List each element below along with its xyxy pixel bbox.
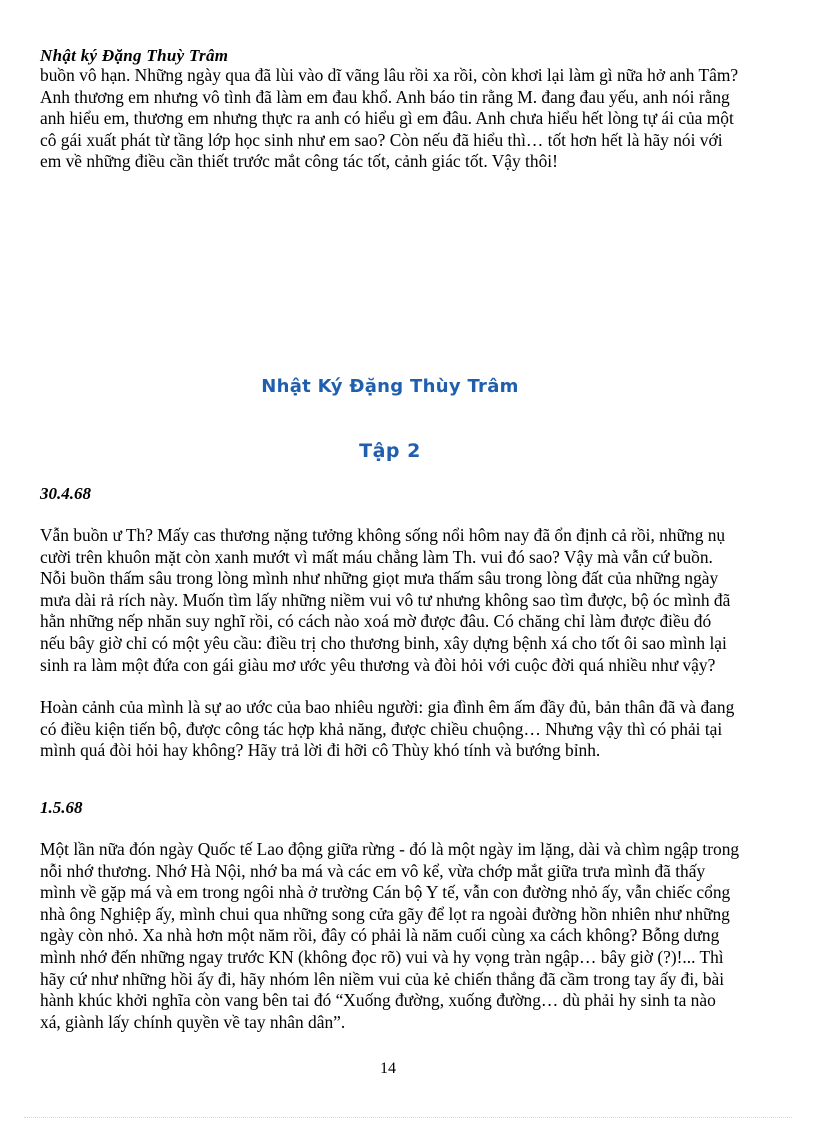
diary-entry: [40, 484, 740, 762]
intro-paragraph-block: [40, 65, 740, 173]
page-number: 14: [380, 1060, 396, 1077]
book-title: Nhật Ký Đặng Thùy Trâm: [261, 376, 519, 397]
entry-paragraph: Vẫn buồn ư Th? Mấy cas thương nặng tưởng không sống nổi hôm nay đã ổn định cả rồi, những nụ cười trên khuôn mặt còn xanh mướt vì mất máu chẳng làm Th. vui đó sao? Vậy mà vẫn cứ buồn. Nỗi buồn thấm sâu trong lòng mình như những giọt mưa thấm sâu trong lòng đất của những ngày mưa dài rả rích này. Muốn tìm lấy những niềm vui vô tư nhưng không sao tìm được, bộ óc mình đã hằn những nếp nhăn suy nghĩ rồi, có cách nào xoá mờ được đâu. Có chăng chỉ làm được điều đó nếu bây giờ chỉ có một yêu cầu: điều trị cho thương binh, xây dựng bệnh xá cho tốt ôi sao mình lại sinh ra làm một đứa con gái giàu mơ ước yêu thương và đòi hỏi với cuộc đời quá nhiều như vậy?: [40, 525, 731, 675]
entry-paragraph: Một lần nữa đón ngày Quốc tế Lao động giữa rừng - đó là một ngày im lặng, dài và chìm ngập trong nỗi nhớ thương. Nhớ Hà Nội, nhớ ba má và các em vô kể, vừa chớp mắt giữa trưa mình đã thấy mình về gặp má và em trong ngôi nhà ở trường Cán bộ Y tế, vẫn con đường nhỏ ấy, vẫn chiếc cổng nhà ông Nghiệp ấy, mình chui qua những song cửa gãy để lọt ra ngoài đường hồn nhiên như những ngày còn nhỏ. Xa nhà hơn một năm rồi, đây có phải là năm cuối cùng xa cách không? Bỗng dưng mình nhớ đến những ngay trước KN (không đọc rõ) vui và hy vọng tràn ngập… bây giờ (?)!... Thì hãy cứ như những hồi ấy đi, hãy nhóm lên niềm vui của kẻ chiến thắng đã cầm trong tay ấy đi, bài hành khúc khởi nghĩa còn vang bên tai đó “Xuống đường, xuống đường… dù phải hy sinh ta nào xá, giành lấy chính quyền về tay nhân dân”.: [40, 839, 740, 1032]
intro-paragraph: buồn vô hạn. Những ngày qua đã lùi vào dĩ vãng lâu rồi xa rồi, còn khơi lại làm gì nữa hở anh Tâm? Anh thương em nhưng vô tình đã làm em đau khổ. Anh báo tin rằng M. đang đau yếu, anh nói rằng anh hiểu em, thương em nhưng thực ra anh có hiểu gì em đâu. Anh chưa hiểu hết lòng tự ái của một cô gái xuất phát từ tầng lớp học sinh như em sao? Còn nếu đã hiểu thì… tốt hơn hết là hãy nói với em về những điều cần thiết trước mắt công tác tốt, cảnh giác tốt. Vậy thôi!: [40, 65, 739, 172]
entry-date: 1.5.68: [40, 798, 83, 817]
running-header: Nhật ký Đặng Thuỳ Trâm: [40, 46, 229, 65]
volume-title: Tập 2: [359, 440, 421, 462]
diary-entry: [40, 798, 740, 1033]
entry-date: 30.4.68: [40, 484, 91, 503]
entry-paragraph: Hoàn cảnh của mình là sự ao ước của bao nhiêu người: gia đình êm ấm đầy đủ, bản thân đã và đang có điều kiện tiến bộ, được công tác hợp khả năng, được chiều chuộng… Nhưng vậy thì có phải tại mình quá đòi hỏi hay không? Hãy trả lời đi hỡi cô Thùy khó tính và bướng bỉnh.: [40, 697, 735, 761]
page-bottom-divider: [24, 1117, 792, 1118]
